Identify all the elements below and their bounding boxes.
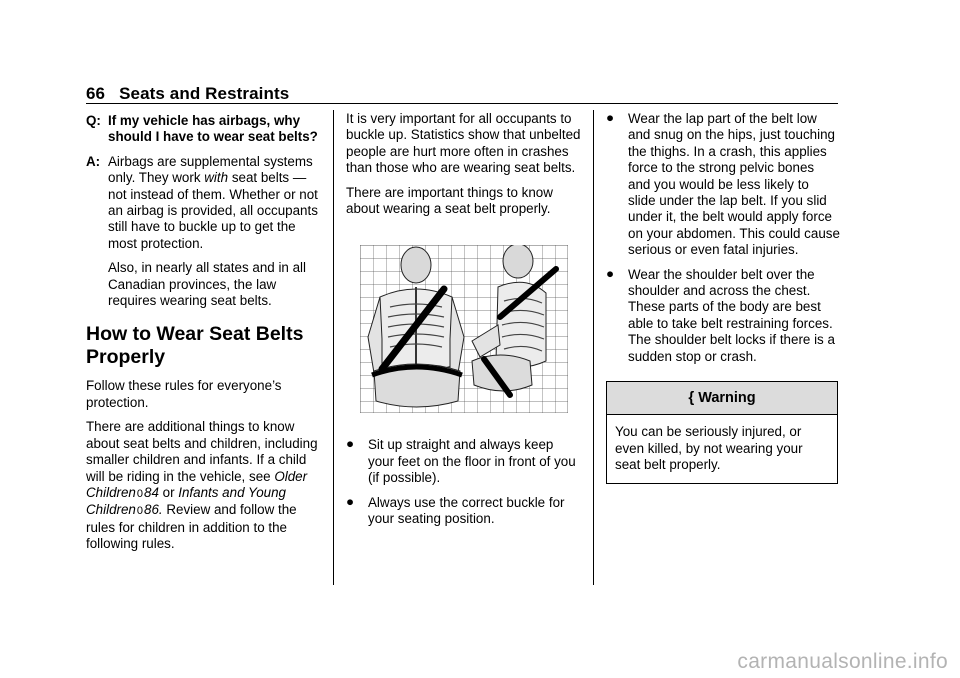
answer-paragraph-2: Also, in nearly all states and in all Canadian provinces, the law requires wearing seat belts. [108,260,306,309]
warning-title: Warning [698,390,756,407]
bullet-item [346,495,582,528]
bullet-item [346,437,582,486]
column-2 [346,111,582,535]
question-label: Q: [86,113,101,128]
paragraph-text: There are additional things to know about seat belts and children, including smaller children and infants. If a child will be riding in the vehicle, see [86,419,318,484]
column-3 [606,111,840,484]
bullet-text: Wear the lap part of the belt low and snug on the hips, just touching the thighs. In a crash, this applies force to the strong pelvic bones and you would be less likely to slide under the lap belt. If you slid under it, the belt would apply force on your abdomen. This could cause serious or even fatal injuries. [628,111,840,258]
paragraph: There are important things to know about wearing a seat belt properly. [346,184,553,217]
illustration-svg [360,245,568,413]
warning-icon: { [688,389,695,407]
bullet-icon: ● [606,265,615,281]
answer-text-pre: Airbags are supplemental systems only. They work [108,153,313,186]
bullet-icon: ● [606,110,615,125]
header-rule [86,103,838,104]
faq-answer [86,154,322,252]
section-title: Seats and Restraints [119,84,290,103]
link-infants-page[interactable]: 86. [144,502,163,518]
bullet-icon: ● [346,436,355,452]
paragraph-children [86,419,322,552]
bullet-text: Sit up straight and always keep your feet on the floor in front of you (if possible). [368,437,576,486]
answer-label: A: [86,153,101,169]
bullet-text: Always use the correct buckle for your seating position. [368,494,565,527]
warning-box [606,381,838,484]
warning-text: You can be seriously injured, or even killed, by not wearing your seat belt properly. [615,424,803,472]
bullet-text: Wear the shoulder belt over the shoulder and across the chest. These parts of the body are best able to take belt restraining forces. The shoulder belt locks if there is a sudden stop or crash. [628,266,835,364]
column-divider [593,110,594,585]
page-ref-icon: 0 [136,487,143,500]
link-infants-young-children[interactable]: Infants and Young Children [86,484,286,518]
answer-text-post: seat belts — not instead of them. Whether or not an airbag is provided, all occupants still have to buckle up to get the most protection. [108,170,318,251]
page-header [86,84,289,104]
bullet-item [606,111,840,259]
watermark: carmanualsonline.info [737,650,948,673]
question-text: If my vehicle has airbags, why should I have to wear seat belts? [108,113,318,145]
link-older-children[interactable]: Older Children [86,468,308,500]
paragraph: Follow these rules for everyone’s protection. [86,378,282,410]
answer-emphasis: with [204,170,229,186]
bullet-icon: ● [346,493,355,509]
column-divider [333,110,334,585]
paragraph-text: Review and follow the rules for children in addition to the following rules. [86,502,297,552]
answer-text [108,154,318,251]
paragraph: It is very important for all occupants to buckle up. Statistics show that unbelted people are hurt more often in crashes than those who are wearing seat belts. [346,111,581,176]
seat-belt-skeleton-illustration [360,245,568,413]
paragraph-text: or [158,484,179,500]
bullet-item [606,267,840,365]
page-number: 66 [86,84,106,103]
warning-header [607,382,837,415]
faq-question [86,113,322,146]
page-ref-icon: 0 [136,505,143,518]
section-heading: How to Wear Seat Belts Properly [86,323,304,369]
link-older-children-page[interactable]: 84 [144,484,159,500]
column-1 [86,113,322,561]
